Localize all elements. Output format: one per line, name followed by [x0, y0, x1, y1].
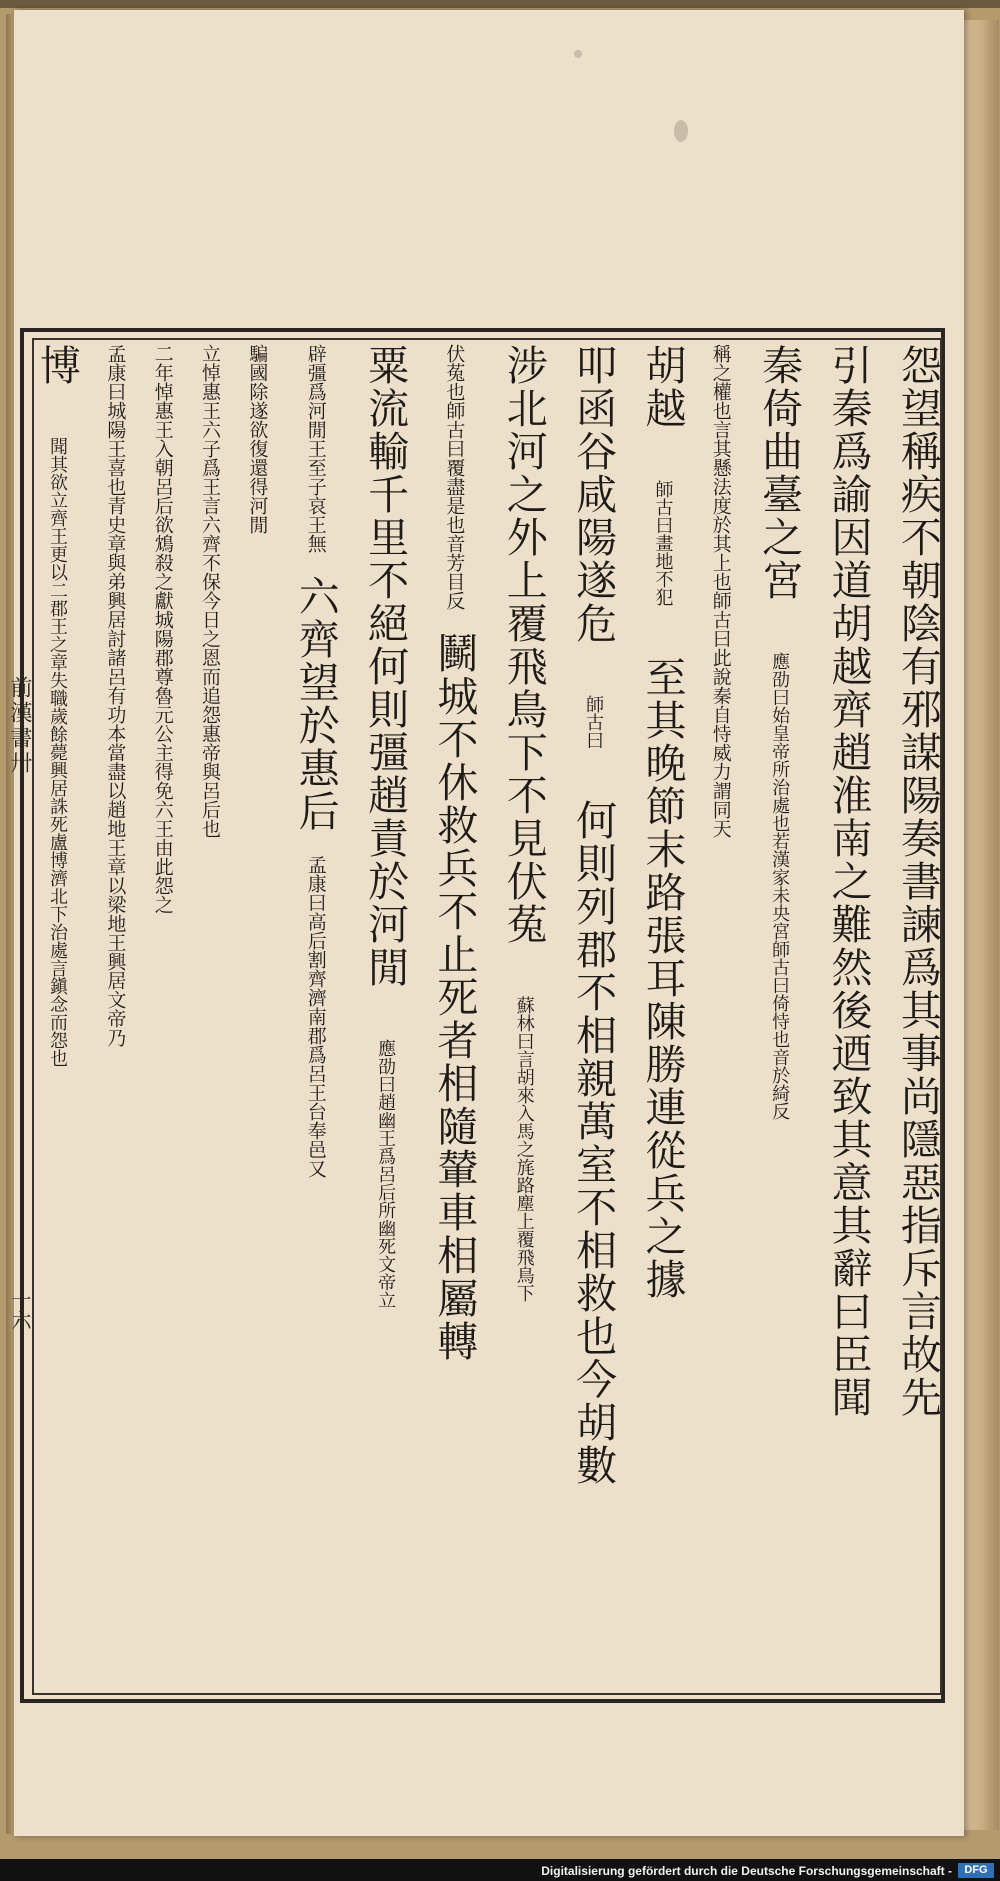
fold-title: 前漢書卅 [7, 676, 32, 776]
annotation-text: 孟康曰城陽王喜也青史章與弟興居討諸呂有功本當盡以趙地王章以梁地王興居文帝乃 [104, 344, 127, 1047]
paper-stain [574, 50, 582, 58]
annotation-column [153, 344, 172, 1690]
annotation-text: 辟彊爲河閒王至子哀王無 [304, 344, 327, 553]
annotation-text: 立悼惠王六子爲王言六齊不保今日之恩而追怨惠帝與呂后也 [199, 344, 222, 838]
main-text: 博 [33, 344, 81, 387]
text-column [638, 344, 687, 1690]
main-text: 何則列郡不相親萬室不相救也今胡數 [569, 799, 618, 1487]
annotation-text: 應劭曰始皇帝所治處也若漢家未央宮師古曰倚恃也音於綺反 [769, 652, 791, 1120]
annotation-column [246, 344, 269, 1690]
fold-page-number: 十六 [8, 1290, 32, 1330]
annotation-column [711, 344, 730, 1690]
text-column [33, 344, 81, 1690]
main-text: 至其晚節末路張耳陳勝連從兵之據 [638, 656, 687, 1301]
annotation-text: 稱之權也言其懸法度於其上也師古曰此說秦自恃威力謂同天 [709, 344, 732, 838]
text-column [361, 344, 410, 1690]
annotation-text: 騙國除遂欲復還得河閒 [246, 344, 269, 534]
main-text: 秦倚曲臺之宮 [755, 344, 804, 602]
text-column [824, 344, 873, 1690]
annotation-text: 蘇林曰言胡來入馬之旄路塵上覆飛鳥下 [513, 996, 535, 1302]
main-text: 鬭城不休救兵不止死者相隨輦車相屬轉 [430, 632, 479, 1363]
footer-bar [0, 1859, 1000, 1881]
main-text: 涉北河之外上覆飛鳥下不見伏菟 [499, 344, 548, 946]
annotation-text: 應劭曰趙幽王爲呂后所幽死文帝立 [375, 1039, 397, 1309]
main-text: 叩函谷咸陽遂危 [569, 344, 618, 645]
annotation-text: 師古曰 [583, 695, 605, 749]
footer-credit: Digitalisierung gefördert durch die Deutsche Forschungsgemeinschaft - [541, 1864, 952, 1878]
paper-stain [674, 120, 688, 142]
text-column [499, 344, 548, 1690]
main-text: 粟流輸千里不絕何則彊趙責於河閒 [361, 344, 410, 989]
annotation-text: 師古曰畫地不犯 [652, 480, 674, 606]
text-column [893, 344, 942, 1690]
annotation-text: 聞其欲立齊王更以二郡王之章失職歲餘薨興居誅死盧博濟北下治處言鎭念而怨也 [47, 437, 68, 1067]
annotation-column [291, 344, 340, 1690]
main-text: 胡越 [638, 344, 687, 430]
annotation-column [430, 344, 479, 1690]
annotation-text: 伏菟也師古曰覆盡是也音芳目反 [443, 344, 466, 610]
main-text: 引秦爲諭因道胡越齊趙淮南之難然後迺致其意其辭曰臣聞 [824, 344, 873, 1419]
dfg-logo: DFG [958, 1863, 994, 1878]
text-column [755, 344, 804, 1690]
annotation-column [104, 344, 127, 1690]
annotation-column [199, 344, 222, 1690]
main-text: 怨望稱疾不朝陰有邪謀陽奏書諫爲其事尚隱惡指斥言故先 [893, 344, 942, 1419]
annotation-text: 孟康曰高后割齊濟南郡爲呂王台奉邑又 [304, 855, 327, 1178]
main-text: 六齊望於惠后 [291, 575, 340, 833]
annotation-text: 二年悼惠王入朝呂后欲鴆殺之獻城陽郡尊魯元公主得免六王由此怨之 [151, 344, 174, 914]
text-columns [33, 344, 942, 1690]
text-column [569, 344, 618, 1690]
